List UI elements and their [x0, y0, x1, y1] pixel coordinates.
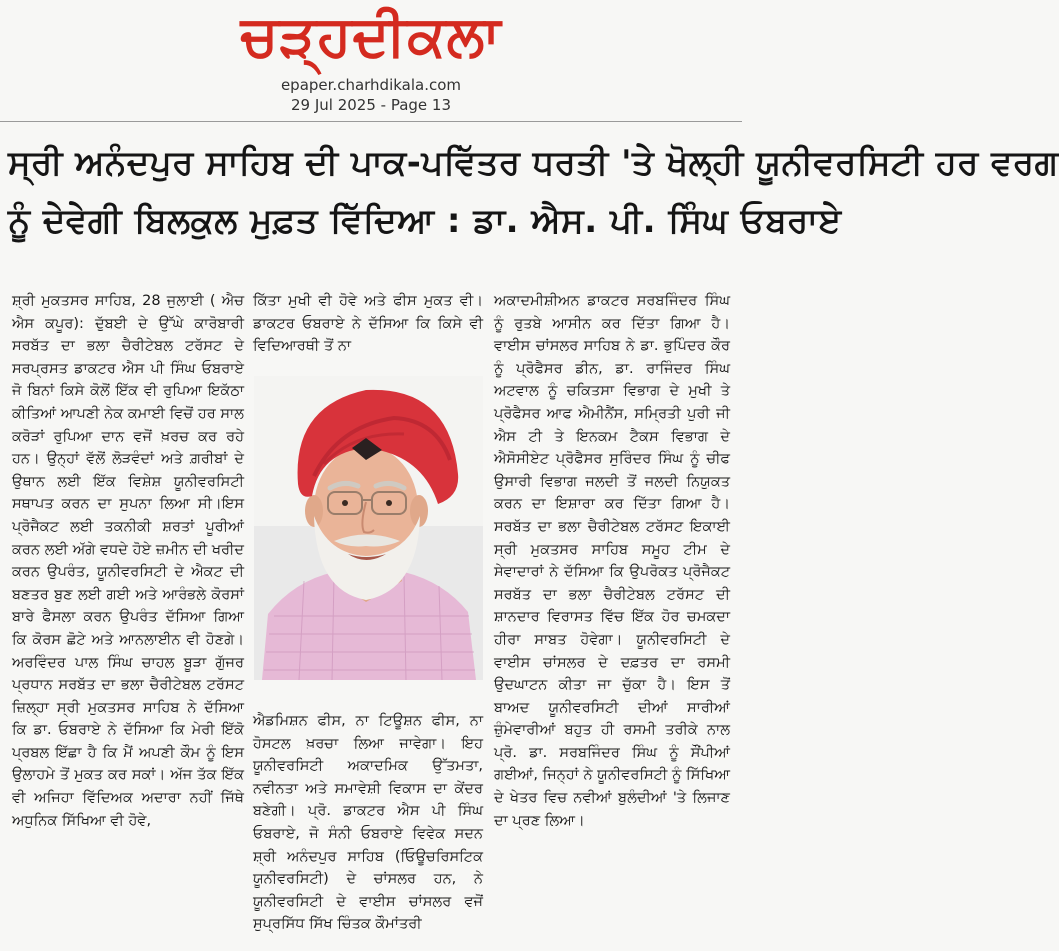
newspaper-logo: ਚੜ੍ਹਦੀਕਲਾ: [240, 4, 502, 69]
column-2-top-text: ਕਿੱਤਾ ਮੁਖੀ ਵੀ ਹੋਵੇ ਅਤੇ ਫੀਸ ਮੁਕਤ ਵੀ। ਡਾਕਟਰ ਓਬਰਾਏ ਨੇ ਦੱਸਿਆ ਕਿ ਕਿਸੇ ਵੀ ਵਿਦਿਆਰਥੀ ਤੋਂ ਨਾ: [253, 293, 483, 355]
article-column-2-bottom: [253, 710, 483, 945]
article-headline: [8, 134, 1059, 250]
masthead-divider: [0, 121, 742, 122]
column-2-bottom-text: ਐਡਮਿਸ਼ਨ ਫੀਸ, ਨਾ ਟਿਊਸ਼ਨ ਫੀਸ, ਨਾ ਹੋਸਟਲ ਖ਼ਰਚਾ ਲਿਆ ਜਾਵੇਗਾ। ਇਹ ਯੂਨੀਵਰਸਿਟੀ ਅਕਾਦਮਿਕ ਉੱਤਮਤਾ, ਨਵੀਨਤਾ ਅਤੇ ਸਮਾਵੇਸ਼ੀ ਵਿਕਾਸ ਦਾ ਕੇਂਦਰ ਬਣੇਗੀ। ਪ੍ਰੋ. ਡਾਕਟਰ ਐਸ ਪੀ ਸਿੰਘ ਓਬਰਾਏ, ਜੋ ਸੰਨੀ ਓਬਰਾਏ ਵਿਵੇਕ ਸਦਨ ਸ਼੍ਰੀ ਅਨੰਦਪੁਰ ਸਾਹਿਬ (ਓਿਊਚਰਿਸਟਿਕ ਯੂਨੀਵਰਸਿਟੀ) ਦੇ ਚਾਂਸਲਰ ਹਨ, ਨੇ ਯੂਨੀਵਰਸਿਟੀ ਦੇ ਵਾਈਸ ਚਾਂਸਲਰ ਵਜੋਂ ਸੁਪ੍ਰਸਿੱਧ ਸਿੱਖ ਚਿੰਤਕ ਕੌਮਾਂਤਰੀ: [253, 713, 483, 933]
column-3-text: ਅਕਾਦਮੀਸ਼ੀਅਨ ਡਾਕਟਰ ਸਰਬਜਿੰਦਰ ਸਿੰਘ ਨੂੰ ਰੁਤਬੇ ਆਸੀਨ ਕਰ ਦਿੱਤਾ ਗਿਆ ਹੈ। ਵਾਈਸ ਚਾਂਸਲਰ ਸਾਹਿਬ ਨੇ ਡਾ. ਭੁਪਿੰਦਰ ਕੌਰ ਨੂੰ ਪ੍ਰੋਫੈਸਰ ਡੀਨ, ਡਾ. ਰਾਜਿੰਦਰ ਸਿੰਘ ਅਟਵਾਲ ਨੂੰ ਚਕਿਤਸਾ ਵਿਭਾਗ ਦੇ ਮੁਖੀ ਤੇ ਪ੍ਰੋਫੈਸਰ ਆਫ ਐਮੀਨੈਂਸ, ਸਮ੍ਰਿਤੀ ਪੁਰੀ ਜੀ ਐਸ ਟੀ ਤੇ ਇਨਕਮ ਟੈਕਸ ਵਿਭਾਗ ਦੇ ਐਸੋਸੀਏਟ ਪ੍ਰੋਫੈਸਰ ਸੁਰਿੰਦਰ ਸਿੰਘ ਨੂੰ ਚੀਫ ਉਸਾਰੀ ਵਿਭਾਗ ਜਲਦੀ ਤੋਂ ਜਲਦੀ ਨਿਯੁਕਤ ਕਰਨ ਦਾ ਇਸ਼ਾਰਾ ਕਰ ਦਿੱਤਾ ਗਿਆ ਹੈ।ਸਰਬੱਤ ਦਾ ਭਲਾ ਚੈਰੀਟੇਬਲ ਟਰੱਸਟ ਇਕਾਈ ਸ੍ਰੀ ਮੁਕਤਸਰ ਸਾਹਿਬ ਸਮੂਹ ਟੀਮ ਦੇ ਸੇਵਾਦਾਰਾਂ ਨੇ ਦੱਸਿਆ ਕਿ ਉਪਰੋਕਤ ਪ੍ਰੋਜੈਕਟ ਸਰਬੱਤ ਦਾ ਭਲਾ ਚੈਰੀਟੇਬਲ ਟਰੱਸਟ ਦੀ ਸ਼ਾਨਦਾਰ ਵਿਰਾਸਤ ਵਿੱਚ ਇੱਕ ਹੋਰ ਚਮਕਦਾ ਹੀਰਾ ਸਾਬਤ ਹੋਵੇਗਾ। ਯੂਨੀਵਰਸਿਟੀ ਦੇ ਵਾਈਸ ਚਾਂਸਲਰ ਦੇ ਦਫ਼ਤਰ ਦਾ ਰਸਮੀ ਉਦਘਾਟਨ ਕੀਤਾ ਜਾ ਚੁੱਕਾ ਹੈ। ਇਸ ਤੋਂ ਬਾਅਦ ਯੂਨੀਵਰਸਿਟੀ ਦੀਆਂ ਸਾਰੀਆਂ ਜ਼ੁੰਮੇਵਾਰੀਆਂ ਬਹੁਤ ਹੀ ਰਸਮੀ ਤਰੀਕੇ ਨਾਲ ਪ੍ਰੋ. ਡਾ. ਸਰਬਜਿੰਦਰ ਸਿੰਘ ਨੂੰ ਸੌਂਪੀਆਂ ਗਈਆਂ, ਜਿਨ੍ਹਾਂ ਨੇ ਯੂਨੀਵਰਸਿਟੀ ਨੂੰ ਸਿੱਖਿਆ ਦੇ ਖੇਤਰ ਵਿਚ ਨਵੀਆਂ ਬੁਲੰਦੀਆਂ 'ਤੇ ਲਿਜਾਣ ਦਾ ਪ੍ਰਣ ਲਿਆ।: [494, 293, 730, 829]
headline-line-1: ਸ੍ਰੀ ਅਨੰਦਪੁਰ ਸਾਹਿਬ ਦੀ ਪਾਕ-ਪਵਿੱਤਰ ਧਰਤੀ 'ਤੇ ਖੋਲ੍ਹੀ ਯੂਨੀਵਰਸਿਟੀ ਹਰ ਵਰਗ: [8, 143, 1059, 183]
article-column-2-top: [253, 290, 483, 380]
article-column-1: [12, 290, 244, 945]
masthead: [0, 0, 742, 122]
column-1-text: ਸ਼੍ਰੀ ਮੁਕਤਸਰ ਸਾਹਿਬ, 28 ਜੁਲਾਈ ( ਐਚ ਐਸ ਕਪੂਰ): ਦੁੱਬਈ ਦੇ ਉੱਘੇ ਕਾਰੋਬਾਰੀ ਸਰਬੱਤ ਦਾ ਭਲਾ ਚੈਰੀਟੇਬਲ ਟਰੱਸਟ ਦੇ ਸਰਪ੍ਰਸਤ ਡਾਕਟਰ ਐਸ ਪੀ ਸਿੰਘ ਓਬਰਾਏ ਜੋ ਬਿਨਾਂ ਕਿਸੇ ਕੋਲੋਂ ਇੱਕ ਵੀ ਰੁਪਿਆ ਇਕੱਠਾ ਕੀਤਿਆਂ ਆਪਣੀ ਨੇਕ ਕਮਾਈ ਵਿਚੋਂ ਹਰ ਸਾਲ ਕਰੋੜਾਂ ਰੁਪਿਆ ਦਾਨ ਵਜੋਂ ਖ਼ਰਚ ਕਰ ਰਹੇ ਹਨ। ਉਨ੍ਹਾਂ ਵੱਲੋਂ ਲੋੜਵੰਦਾਂ ਅਤੇ ਗ਼ਰੀਬਾਂ ਦੇ ਉਥਾਨ ਲਈ ਇੱਕ ਵਿਸ਼ੇਸ਼ ਯੂਨੀਵਰਸਿਟੀ ਸਥਾਪਤ ਕਰਨ ਦਾ ਸੁਪਨਾ ਲਿਆ ਸੀ।ਇਸ ਪ੍ਰੋਜੈਕਟ ਲਈ ਤਕਨੀਕੀ ਸ਼ਰਤਾਂ ਪੂਰੀਆਂ ਕਰਨ ਲਈ ਅੱਗੇ ਵਧਦੇ ਹੋਏ ਜ਼ਮੀਨ ਦੀ ਖਰੀਦ ਕਰਨ ਉਪਰੰਤ, ਯੂਨੀਵਰਸਿਟੀ ਦੇ ਐਕਟ ਦੀ ਬਣਤਰ ਬੁਣ ਲਈ ਗਈ ਅਤੇ ਆਰੰਭਲੇ ਕੋਰਸਾਂ ਬਾਰੇ ਫੈਸਲਾ ਕਰਨ ਉਪਰੰਤ ਦੱਸਿਆ ਗਿਆ ਕਿ ਕੋਰਸ ਛੋਟੇ ਅਤੇ ਆਨਲਾਈਨ ਵੀ ਹੋਣਗੇ। ਅਰਵਿੰਦਰ ਪਾਲ ਸਿੰਘ ਚਾਹਲ ਬੂੜਾ ਗੁੱਜਰ ਪ੍ਰਧਾਨ ਸਰਬੱਤ ਦਾ ਭਲਾ ਚੈਰੀਟੇਬਲ ਟਰੱਸਟ ਜ਼ਿਲ੍ਹਾ ਸ੍ਰੀ ਮੁਕਤਸਰ ਸਾਹਿਬ ਨੇ ਦੱਸਿਆ ਕਿ ਡਾ. ਓਬਰਾਏ ਨੇ ਦੱਸਿਆ ਕਿ ਮੇਰੀ ਇੱਕੋ ਪ੍ਰਬਲ ਇੱਛਾ ਹੈ ਕਿ ਮੈਂ ਅਪਣੀ ਕੌਮ ਨੂੰ ਇਸ ਉਲਾਹਮੇ ਤੋਂ ਮੁਕਤ ਕਰ ਸਕਾਂ। ਅੱਜ ਤੱਕ ਇੱਕ ਵੀ ਅਜਿਹਾ ਵਿੱਦਿਅਕ ਅਦਾਰਾ ਨਹੀਂ ਜਿੱਥੇ ਅਧੁਨਿਕ ਸਿੱਖਿਆ ਵੀ ਹੋਵੇ,: [12, 293, 244, 829]
edition-date-page: 29 Jul 2025 - Page 13: [290, 96, 451, 114]
portrait-photo: [254, 376, 483, 680]
headline-line-2: ਨੂੰ ਦੇਵੇਗੀ ਬਿਲਕੁਲ ਮੁਫ਼ਤ ਵਿੱਦਿਆ : ਡਾ. ਐਸ. ਪੀ. ਸਿੰਘ ਓਬਰਾਏ: [8, 201, 842, 241]
epaper-url[interactable]: epaper.charhdikala.com: [280, 76, 462, 94]
article-column-3: [494, 290, 730, 945]
